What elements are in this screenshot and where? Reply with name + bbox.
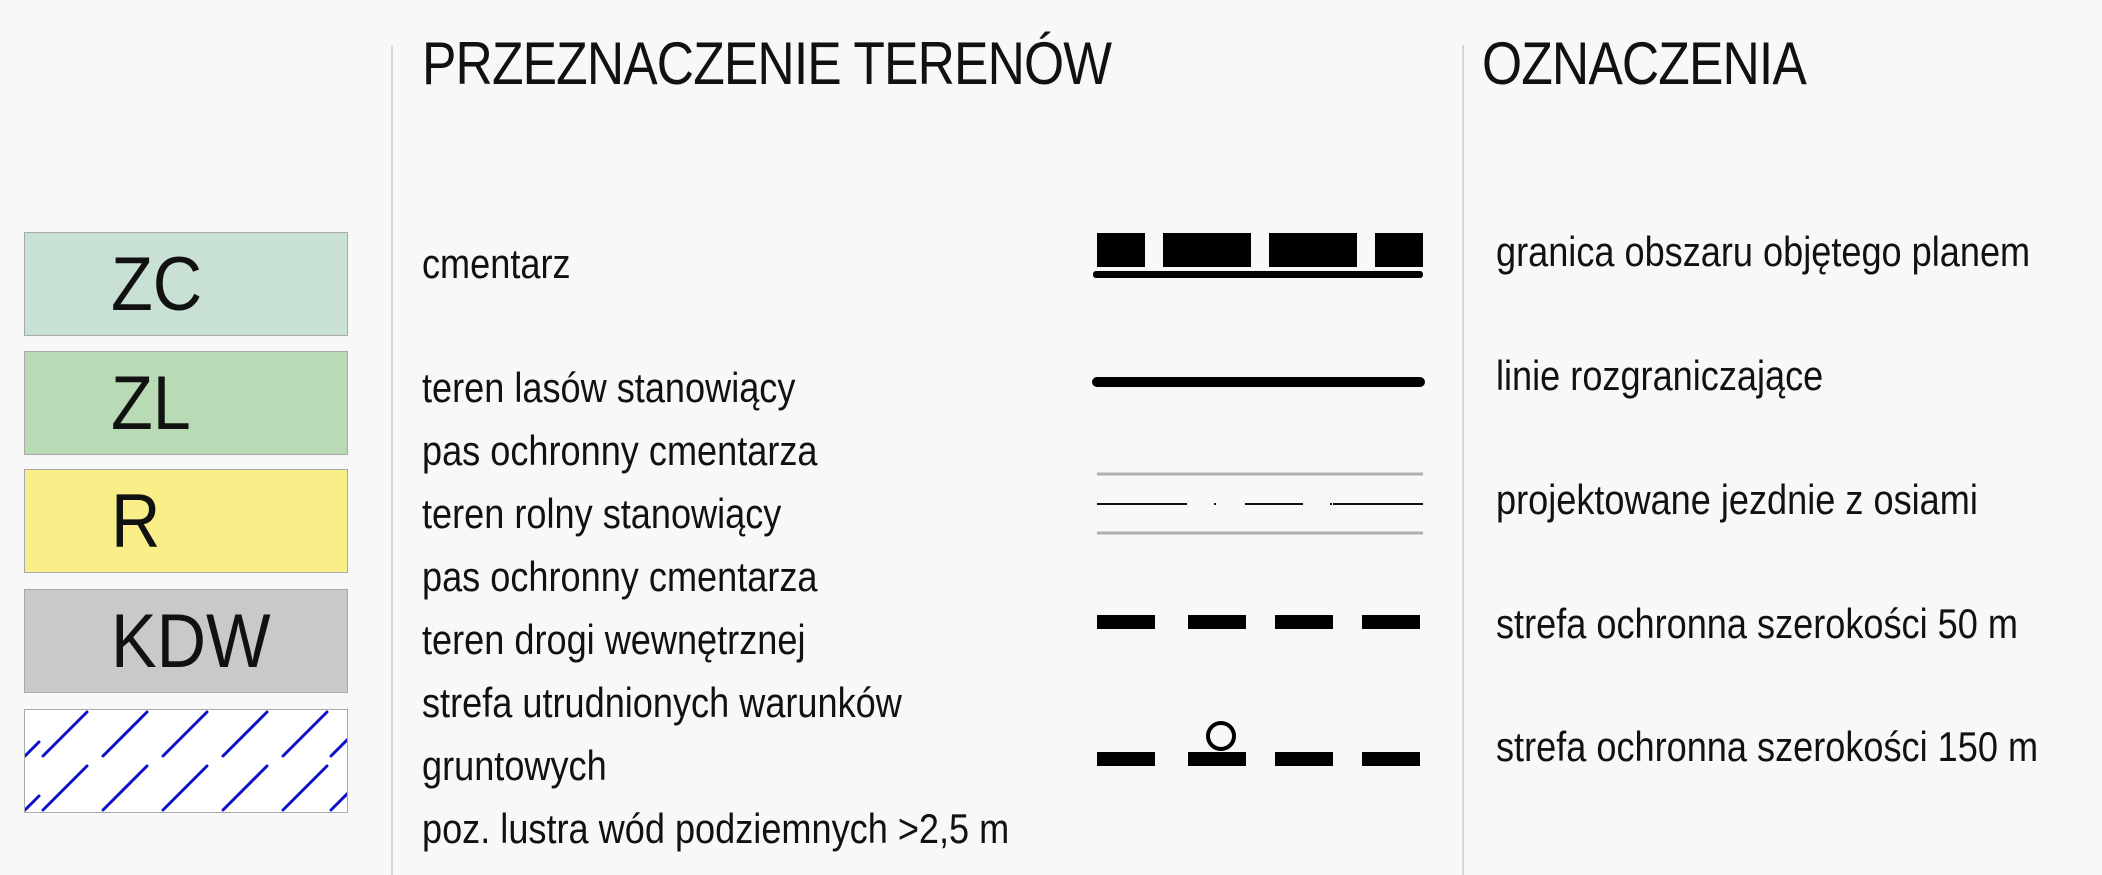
marking-label-zone-150m: strefa ochronna szerokości 150 m <box>1496 723 2039 770</box>
zone-swatch-kdw <box>24 589 348 693</box>
dashed-line-circle-symbol <box>1090 718 1426 778</box>
description-line-2: teren lasów stanowiący <box>422 364 796 411</box>
marking-label-plan-boundary: granica obszaru objętego planem <box>1496 228 2031 275</box>
land-use-heading: PRZEZNACZENIE TERENÓW <box>422 30 1112 97</box>
hatch-stroke <box>43 766 87 810</box>
marking-label-demarcation-lines: linie rozgraniczające <box>1496 352 1824 399</box>
hatch-stroke <box>223 712 267 756</box>
markings-heading: OZNACZENIA <box>1482 30 1806 97</box>
hatch-stroke <box>283 712 327 756</box>
plan-boundary-symbol <box>1090 224 1426 284</box>
hatch-stroke <box>163 766 207 810</box>
hatch-stroke <box>43 712 87 756</box>
diagonal-hatch-pattern <box>25 710 348 813</box>
zone-swatch-r <box>24 469 348 573</box>
zone-swatch-zc <box>24 232 348 336</box>
zone-swatch-zl <box>24 351 348 455</box>
marking-label-zone-50m: strefa ochronna szerokości 50 m <box>1496 600 2018 647</box>
description-line-9: poz. lustra wód podziemnych >2,5 m <box>422 805 1010 852</box>
column-divider-left <box>391 45 393 875</box>
roadway-axis-symbol <box>1090 466 1426 536</box>
hatch-stroke <box>283 766 327 810</box>
zone-code-zl: ZL <box>111 361 191 446</box>
hatch-stroke <box>25 742 39 756</box>
hatch-stroke <box>163 712 207 756</box>
solid-line-symbol <box>1090 367 1426 397</box>
column-divider-right <box>1462 45 1464 875</box>
description-line-4: teren rolny stanowiący <box>422 490 782 537</box>
zone-code-r: R <box>111 479 161 564</box>
marking-label-roadways: projektowane jezdnie z osiami <box>1496 476 1978 523</box>
description-line-8: gruntowych <box>422 742 607 789</box>
hatch-stroke <box>103 766 147 810</box>
zone-swatch-hatched <box>24 709 348 813</box>
description-line-3: pas ochronny cmentarza <box>422 427 818 474</box>
hatch-stroke <box>25 796 39 810</box>
description-line-7: strefa utrudnionych warunków <box>422 679 902 726</box>
hatch-stroke <box>223 766 267 810</box>
zone-code-kdw: KDW <box>111 599 271 684</box>
zone-code-zc: ZC <box>111 242 203 327</box>
description-line-6: teren drogi wewnętrznej <box>422 616 806 663</box>
description-line-5: pas ochronny cmentarza <box>422 553 818 600</box>
dashed-line-symbol <box>1090 606 1426 636</box>
hatch-stroke <box>331 792 348 810</box>
hatch-stroke <box>103 712 147 756</box>
description-cemetery: cmentarz <box>422 240 571 287</box>
hatch-stroke <box>331 738 348 756</box>
